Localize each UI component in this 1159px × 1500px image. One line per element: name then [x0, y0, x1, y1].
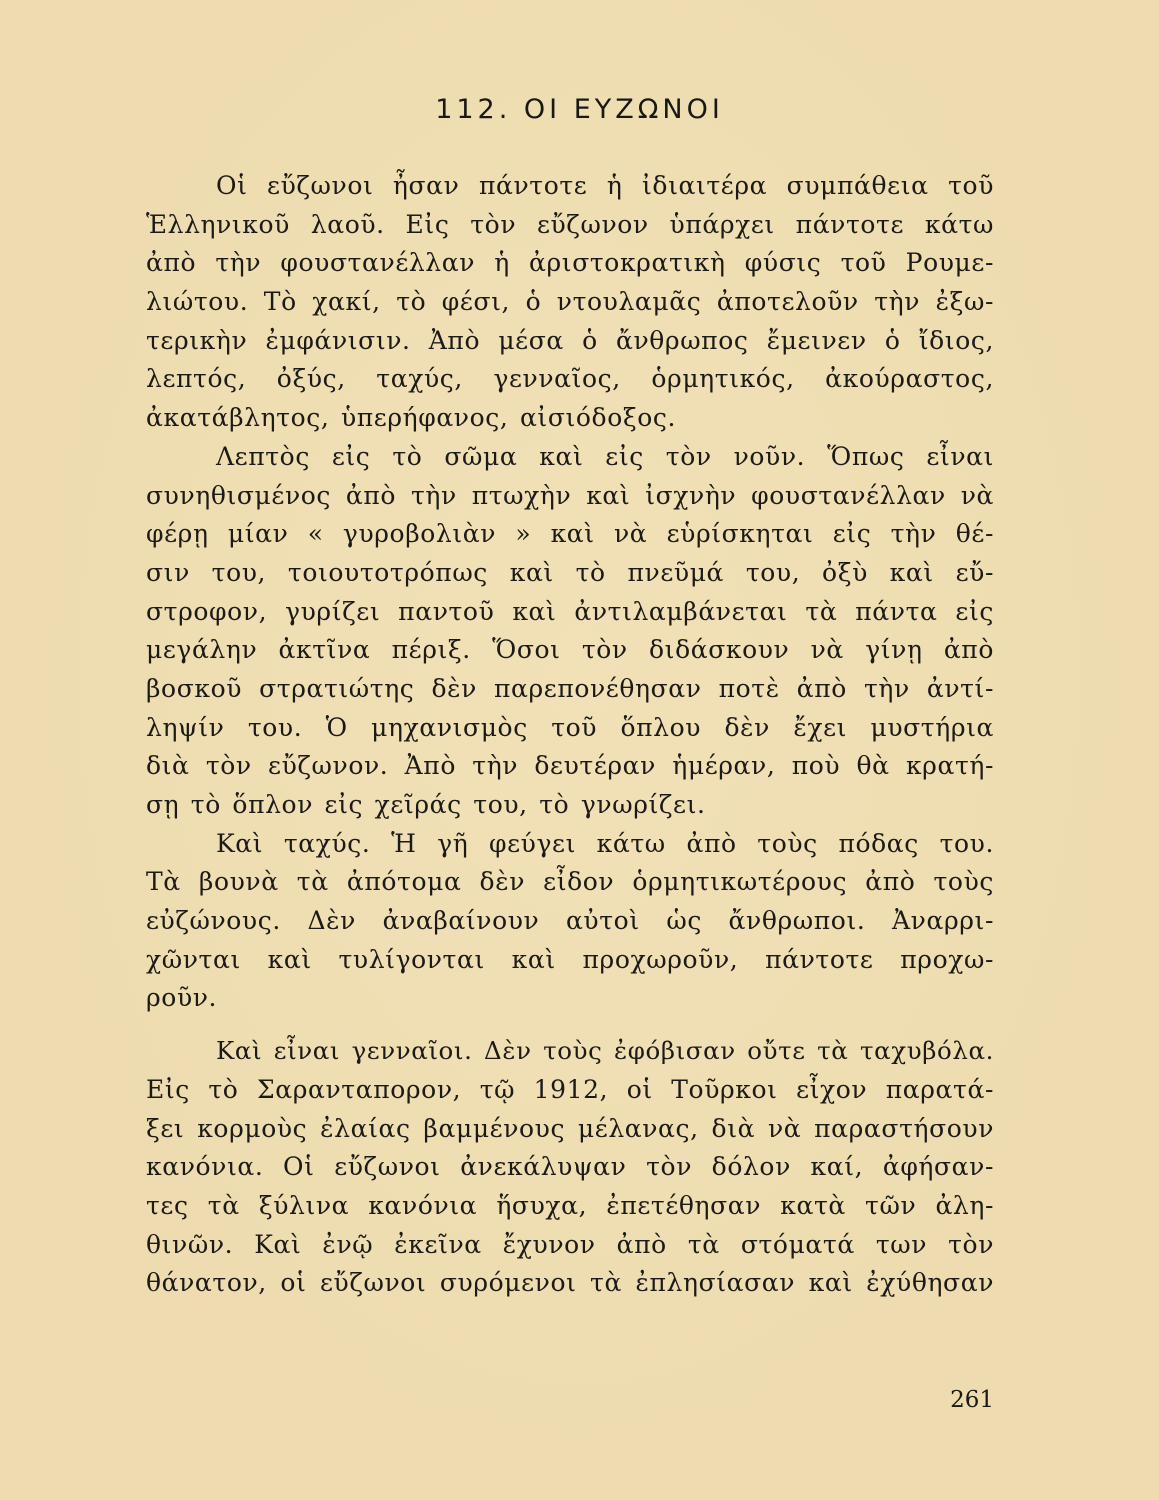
text-line: στροφον, γυρίζει παντοῦ καὶ ἀντιλαμβάνεται τὰ πάντα εἰς: [146, 596, 994, 626]
paragraph-gap: [146, 1018, 994, 1032]
text-line: θινῶν. Καὶ ἐνῷ ἐκεῖνα ἔχυνον ἀπὸ τὰ στόματά των τὸν: [146, 1229, 994, 1259]
text-line: φέρῃ μίαν « γυροβολιὰν » καὶ νὰ εὑρίσκηται εἰς τὴν θέ-: [146, 519, 994, 549]
text-line: ξει κορμοὺς ἐλαίας βαμμένους μέλανας, διὰ νὰ παραστήσουν: [146, 1113, 994, 1143]
text-line: λεπτός, ὀξύς, ταχύς, γενναῖος, ὁρμητικός, ἀκούραστος,: [146, 364, 994, 394]
paragraph: [146, 825, 994, 1018]
body-text: [146, 167, 994, 1303]
text-line: κανόνια. Οἱ εὔζωνοι ἀνεκάλυψαν τὸν δόλον καί, ἀφήσαν-: [146, 1152, 994, 1182]
text-line: μεγάλην ἀκτῖνα πέριξ. Ὅσοι τὸν διδάσκουν νὰ γίνῃ ἀπὸ: [146, 635, 994, 665]
text-line: βοσκοῦ στρατιώτης δὲν παρεπονέθησαν ποτὲ ἀπὸ τὴν ἀντί-: [146, 673, 994, 703]
chapter-title: 112. ΟΙ ΕΥΖΩΝΟΙ: [435, 94, 724, 125]
text-line: τες τὰ ξύλινα κανόνια ἥσυχα, ἐπετέθησαν κατὰ τῶν ἀλη-: [146, 1190, 994, 1220]
text-line: διὰ τὸν εὔζωνον. Ἀπὸ τὴν δευτέραν ἡμέραν, ποὺ θὰ κρατή-: [146, 751, 994, 781]
text-line: Καὶ ταχύς. Ἡ γῆ φεύγει κάτω ἀπὸ τοὺς πόδας του.: [216, 828, 994, 858]
text-line: σιν του, τοιουτοτρόπως καὶ τὸ πνεῦμά του, ὀξὺ καὶ εὔ-: [146, 557, 994, 587]
text-line: σῃ τὸ ὅπλον εἰς χεῖράς του, τὸ γνωρίζει.: [146, 790, 706, 819]
paragraph: [146, 1032, 994, 1303]
text-line: Λεπτὸς εἰς τὸ σῶμα καὶ εἰς τὸν νοῦν. Ὅπως εἶναι: [216, 441, 994, 471]
text-line: χῶνται καὶ τυλίγονται καὶ προχωροῦν, πάντοτε προχω-: [146, 944, 994, 974]
text-line: τερικὴν ἐμφάνισιν. Ἀπὸ μέσα ὁ ἄνθρωπος ἔμεινεν ὁ ἴδιος,: [146, 325, 994, 355]
text-line: εὐζώνους. Δὲν ἀναβαίνουν αὐτοὶ ὡς ἄνθρωποι. Ἀναρρι-: [146, 906, 994, 936]
text-line: Οἱ εὔζωνοι ἦσαν πάντοτε ἡ ἰδιαιτέρα συμπάθεια τοῦ: [216, 171, 994, 200]
text-line: ἀκατάβλητος, ὑπερήφανος, αἰσιόδοξος.: [146, 403, 677, 433]
text-line: ροῦν.: [146, 983, 218, 1013]
text-line: λιώτου. Τὸ χακί, τὸ φέσι, ὁ ντουλαμᾶς ἀποτελοῦν τὴν ἐξω-: [146, 287, 994, 317]
text-line: συνηθισμένος ἀπὸ τὴν πτωχὴν καὶ ἰσχνὴν φουστανέλλαν νὰ: [146, 480, 994, 510]
text-line: ἀπὸ τὴν φουστανέλλαν ἡ ἀριστοκρατικὴ φύσις τοῦ Ρουμε-: [146, 248, 994, 278]
text-line: Εἰς τὸ Σαρανταπορον, τῷ 1912, οἱ Τοῦρκοι εἶχον παρατά-: [146, 1074, 994, 1104]
text-line: ληψίν του. Ὁ μηχανισμὸς τοῦ ὅπλου δὲν ἔχει μυστήρια: [146, 712, 994, 742]
paragraph: [146, 167, 994, 438]
page-number: 261: [950, 1387, 994, 1413]
text-line: Ἑλληνικοῦ λαοῦ. Εἰς τὸν εὔζωνον ὑπάρχει πάντοτε κάτω: [146, 209, 994, 239]
text-line: Καὶ εἶναι γενναῖοι. Δὲν τοὺς ἐφόβισαν οὔτε τὰ ταχυβόλα.: [216, 1036, 994, 1066]
paragraph: [146, 438, 994, 825]
text-line: Τὰ βουνὰ τὰ ἀπότομα δὲν εἶδον ὁρμητικωτέρους ἀπὸ τοὺς: [146, 867, 994, 897]
text-line: θάνατον, οἱ εὔζωνοι συρόμενοι τὰ ἐπλησίασαν καὶ ἐχύθησαν: [146, 1268, 994, 1298]
